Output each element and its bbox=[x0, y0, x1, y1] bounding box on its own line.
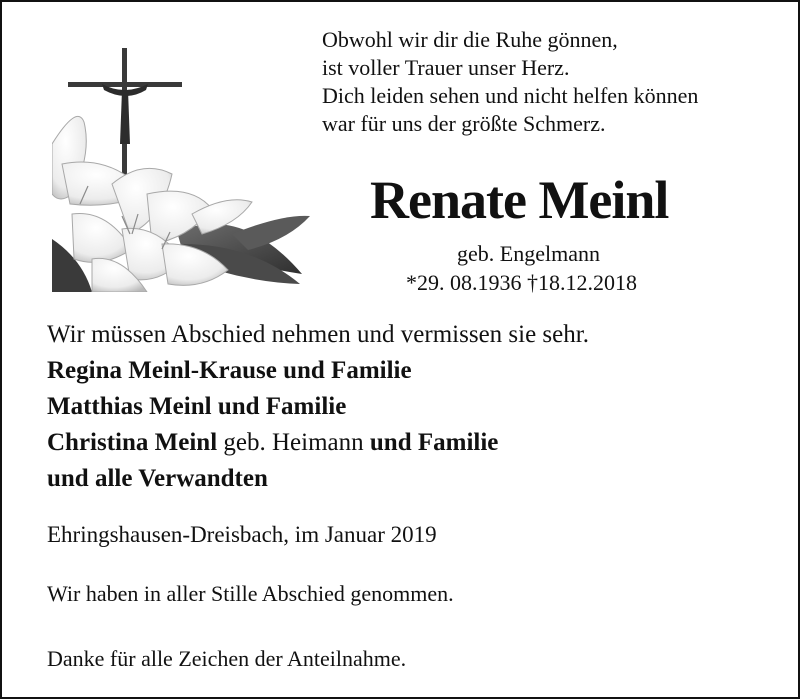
mourners-intro: Wir müssen Abschied nehmen und vermissen sie sehr. bbox=[47, 321, 589, 348]
mourner-birth-name: geb. Heimann bbox=[217, 429, 370, 456]
poem-line: Obwohl wir dir die Ruhe gönnen, bbox=[322, 27, 618, 52]
poem-line: war für uns der größte Schmerz. bbox=[322, 111, 606, 136]
thanks-note: Danke für alle Zeichen der Anteilnahme. bbox=[47, 646, 407, 671]
mourner-name: Christina Meinl bbox=[47, 429, 218, 456]
mourner-line: Matthias Meinl und Familie bbox=[47, 393, 347, 420]
mourner-family: und Familie bbox=[369, 429, 499, 456]
mourners-block bbox=[47, 317, 589, 497]
birth-name: geb. Engelmann bbox=[457, 241, 600, 266]
mourner-line: und alle Verwandten bbox=[47, 465, 268, 492]
mourner-line bbox=[47, 425, 589, 461]
cross-with-lilies-icon bbox=[52, 44, 312, 292]
place-date: Ehringshausen-Dreisbach, im Januar 2019 bbox=[47, 522, 437, 547]
silent-farewell-note: Wir haben in aller Stille Abschied genommen. bbox=[47, 581, 454, 606]
life-dates: *29. 08.1936 †18.12.2018 bbox=[406, 270, 637, 295]
poem-line: Dich leiden sehen und nicht helfen können bbox=[322, 83, 699, 108]
mourner-line: Regina Meinl-Krause und Familie bbox=[47, 357, 412, 384]
poem-line: ist voller Trauer unser Herz. bbox=[322, 55, 570, 80]
deceased-name: Renate Meinl bbox=[370, 170, 669, 230]
poem bbox=[322, 26, 698, 138]
